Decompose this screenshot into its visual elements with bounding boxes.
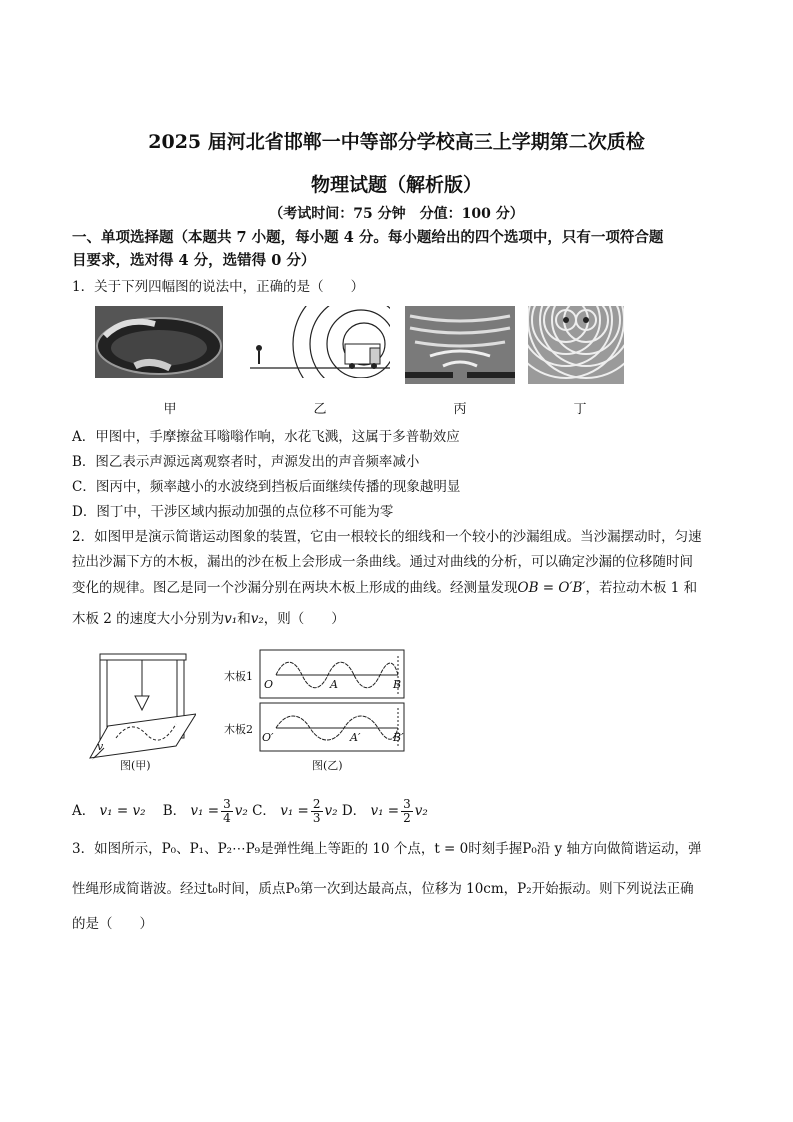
q1-option-a: A．甲图中，手摩擦盆耳嗡嗡作响，水花飞溅，这属于多普勒效应 bbox=[72, 429, 460, 445]
caption-bing: 丙 bbox=[453, 402, 467, 417]
section-heading-line1: 一、单项选择题（本题共 7 小题，每小题 4 分。每小题给出的四个选项中，只有一项符合题 bbox=[72, 229, 664, 246]
caption-ding: 丁 bbox=[573, 402, 587, 417]
point-A-prime: A′ bbox=[350, 731, 361, 744]
velocity-label: v bbox=[97, 740, 104, 753]
figure-boards bbox=[258, 648, 408, 754]
q3-line3: 的是（ ） bbox=[72, 916, 153, 932]
exam-info: （考试时间：75 分钟 分值：100 分） bbox=[269, 206, 524, 222]
point-A: A bbox=[330, 678, 338, 691]
caption-yi: 乙 bbox=[313, 402, 327, 417]
figure-bing-diffraction bbox=[405, 306, 515, 384]
q2-option-d: D． v₁ = $\frac{3}{2}$ v₂ bbox=[341, 797, 428, 825]
point-B: B bbox=[393, 678, 402, 691]
section-heading-line2: 目要求，选对得 4 分，选错得 0 分） bbox=[72, 252, 316, 269]
document-subtitle: 物理试题（解析版） bbox=[310, 174, 482, 196]
board1-label: 木板1 bbox=[224, 670, 253, 683]
q3-line1: 3．如图所示，P₀、P₁、P₂⋯P₉是弹性绳上等距的 10 个点，t = 0时刻手握P₀沿 y 轴方向做简谐运动，弹 bbox=[72, 841, 702, 857]
caption-jia: 甲 bbox=[163, 402, 177, 417]
figure-yi-doppler bbox=[250, 306, 390, 378]
figure-jia-caption: 图(甲) bbox=[120, 759, 151, 772]
figure-yi-caption: 图(乙) bbox=[312, 759, 343, 772]
point-O: O bbox=[264, 678, 274, 691]
q1-option-d: D．图丁中，干涉区域内振动加强的点位移不可能为零 bbox=[72, 504, 394, 520]
point-O-prime: O′ bbox=[262, 731, 274, 744]
q1-option-b: B．图乙表示声源远离观察者时，声源发出的声音频率减小 bbox=[72, 454, 420, 470]
q3-line2: 性绳形成简谐波。经过t₀时间，质点P₀第一次到达最高点，位移为 10cm，P₂开始振动。则下列说法正确 bbox=[72, 881, 694, 897]
q2-option-c: C． v₁ = $\frac{2}{3}$ v₂ bbox=[252, 797, 338, 825]
board2-label: 木板2 bbox=[224, 723, 253, 736]
q2-options bbox=[72, 796, 428, 826]
q2-option-a: A． v₁ = v₂ bbox=[72, 803, 146, 819]
q1-stem: 1．关于下列四幅图的说法中，正确的是（ ） bbox=[72, 279, 365, 295]
q2-line1: 2．如图甲是演示简谐运动图象的装置，它由一根较长的细线和一个较小的沙漏组成。当沙漏摆动时，匀速 bbox=[72, 529, 702, 545]
q2-line2: 拉出沙漏下方的木板，漏出的沙在板上会形成一条曲线。通过对曲线的分析，可以确定沙漏的位移随时间 bbox=[72, 554, 693, 570]
figure-jia-basin bbox=[95, 306, 223, 378]
document-title: 2025 届河北省邯郸一中等部分学校高三上学期第二次质检 bbox=[148, 131, 645, 153]
q2-line4: 木板 2 的速度大小分别为v₁和v₂，则（ ） bbox=[72, 611, 345, 627]
figure-ding-interference bbox=[528, 306, 624, 384]
q1-option-c: C．图丙中，频率越小的水波绕到挡板后面继续传播的现象越明显 bbox=[72, 479, 461, 495]
q2-option-b: B． v₁ = $\frac{3}{4}$ v₂ bbox=[162, 797, 248, 825]
q2-line3: 变化的规律。图乙是同一个沙漏分别在两块木板上形成的曲线。经测量发现OB = O′B′，若拉动木板 1 和 bbox=[72, 580, 698, 596]
point-B-prime: B′ bbox=[393, 731, 404, 744]
